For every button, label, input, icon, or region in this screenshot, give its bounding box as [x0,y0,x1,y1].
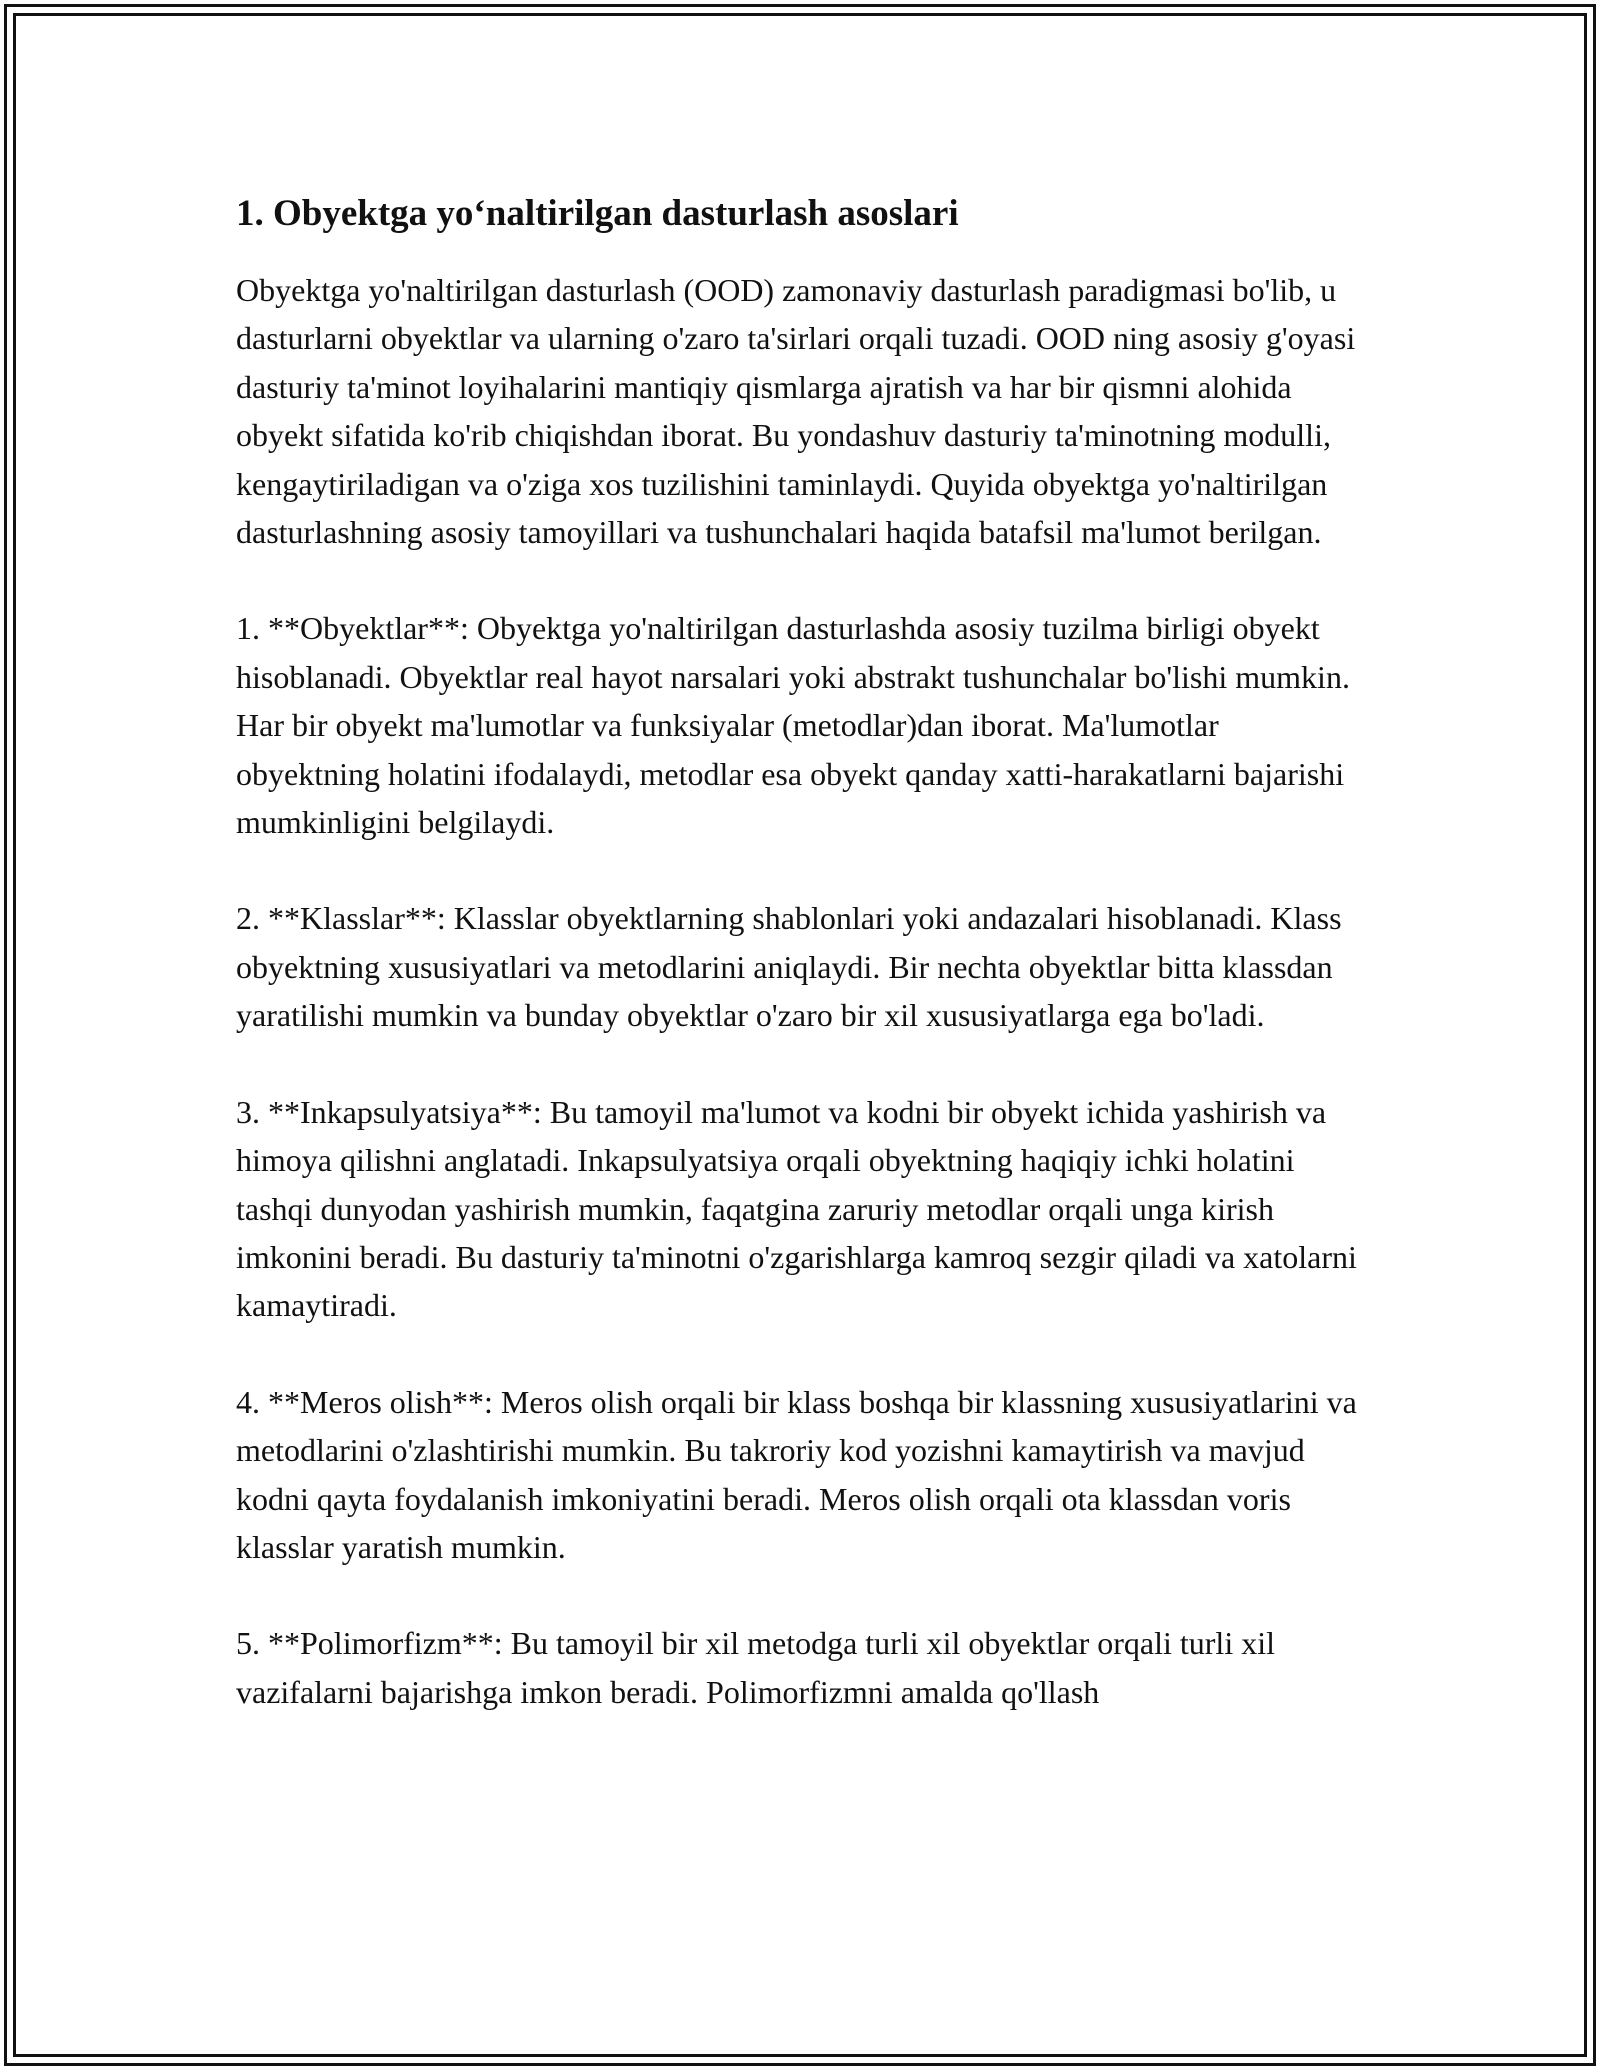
paragraph-inheritance: 4. **Meros olish**: Meros olish orqali bir klass boshqa bir klassning xususiyatlarini va metodlarini o'zlashtirishi mumkin. Bu takroriy kod yozishni kamaytirish va mavjud kodni qayta foydalanish imkoniyatini beradi. Meros olish orqali ota klassdan voris klasslar yaratish mumkin. [236,1383,1357,1565]
paragraph-objects: 1. **Obyektlar**: Obyektga yo'naltirilgan dasturlashda asosiy tuzilma birligi obyekt hisoblanadi. Obyektlar real hayot narsalari yoki abstrakt tushunchalar bo'lishi mumkin. Har bir obyekt ma'lumotlar va funksiyalar (metodlar)dan iborat. Ma'lumotlar obyektning holatini ifodalaydi, metodlar esa obyekt qanday xatti-harakatlarni bajarishi mumkinligini belgilaydi. [236,610,1350,841]
section-heading: 1. Obyektga yo‘naltirilgan dasturlash asoslari [236,193,959,234]
paragraph-polymorphism: 5. **Polimorfizm**: Bu tamoyil bir xil metodga turli xil obyektlar orqali turli xil vazifalarni bajarishga imkon beradi. Polimorfizmni amalda qo'llash [236,1625,1275,1710]
paragraph-classes: 2. **Klasslar**: Klasslar obyektlarning shablonlari yoki andazalari hisoblanadi. Klass obyektning xususiyatlari va metodlarini aniqlaydi. Bir nechta obyektlar bitta klassdan yaratilishi mumkin va bunday obyektlar o'zaro bir xil xususiyatlarga ega bo'ladi. [236,900,1342,1034]
intro-paragraph: Obyektga yo'naltirilgan dasturlash (OOD) zamonaviy dasturlash paradigmasi bo'lib, u dasturlarni obyektlar va ularning o'zaro ta'sirlari orqali tuzadi. OOD ning asosiy g'oyasi dasturiy ta'minot loyihalarini mantiqiy qismlarga ajratish va har bir qismni alohida obyekt sifatida ko'rib chiqishdan iborat. Bu yondashuv dasturiy ta'minotning modulli, kengaytiriladigan va o'ziga xos tuzilishini taminlaydi. Quyida obyektga yo'naltirilgan dasturlashning asosiy tamoyillari va tushunchalari haqida batafsil ma'lumot berilgan. [236,272,1356,551]
document-body [236,188,1366,1716]
paragraph-encapsulation: 3. **Inkapsulyatsiya**: Bu tamoyil ma'lumot va kodni bir obyekt ichida yashirish va himoya qilishni anglatadi. Inkapsulyatsiya orqali obyektning haqiqiy ichki holatini tashqi dunyodan yashirish mumkin, faqatgina zaruriy metodlar orqali unga kirish imkonini beradi. Bu dasturiy ta'minotni o'zgarishlarga kamroq sezgir qiladi va xatolarni kamaytiradi. [236,1093,1357,1324]
